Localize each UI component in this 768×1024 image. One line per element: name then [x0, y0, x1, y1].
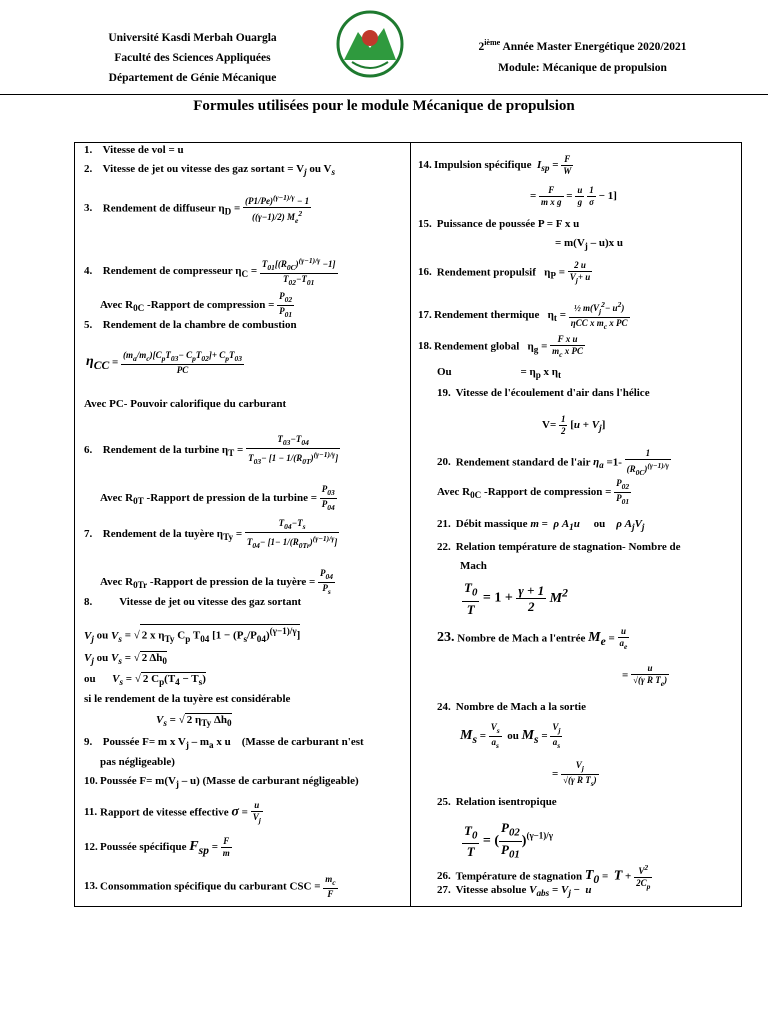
formula-22-expr: $\frac{T_0}{T}$ = 1 + $\frac{\gamma + 1}{2}$ $M^2$ — [464, 580, 568, 617]
faculty-name: Faculté des Sciences Appliquées — [114, 52, 271, 64]
formula-11: 11. Rapport de vitesse effective σ = $\frac{u}{V_j}$ — [84, 800, 261, 825]
formula-19: 19. Vitesse de l'écoulement d'air dans l'hélice — [437, 387, 650, 399]
formula-15-expr: = $m(V_j - u)x$ u — [555, 237, 624, 252]
formula-20-note: Avec $R_{0C}$ -Rapport de compression = $\frac{P_{02}}{P_{01}}$ — [437, 478, 630, 506]
module-name: Module: Mécanique de propulsion — [498, 61, 667, 74]
formula-3: 3. Rendement de diffuseur $\eta_D$ = $\frac{(P1/Pe)^{(\gamma-1)/\gamma} - 1}{((\gamma-1)/2) M_e^2}$ — [84, 193, 310, 225]
formula-25-expr: $\frac{T_0}{T}$ = ( $\frac{P_{02}}{P_{01}}$ )$^{(\gamma-1)/\gamma}$ — [464, 820, 554, 861]
formula-2: 2. Vitesse de jet ou vitesse des gaz $sortant = V_j$ ou $V_s$ — [84, 163, 336, 178]
formula-25: 25. Relation isentropique — [437, 796, 557, 808]
formula-9-note: pas négligeable) — [100, 756, 175, 768]
formula-4: 4. Rendement de compresseur $\eta_C$ = $\frac{T_{01}[(R_{0C})^{(\gamma-1)/\gamma} -1]}{T_{02}-T_{01}}$ — [84, 256, 336, 287]
formula-8-note: si le rendement de la tuyère est considérable — [84, 693, 291, 705]
formula-13: 13. Consommation spécifique du carburant CSC = $\frac{m_c}{F}$ — [84, 874, 336, 899]
formula-16: 16. Rendement propulsif $\eta_P$ = $\frac{2 u}{V_j+ u}$ — [418, 260, 591, 285]
formula-1: 1. Vitesse de vol = u — [84, 144, 184, 156]
formula-12: 12. Poussée spécifique $F_{sp}$ = $\frac{F}{m}$ — [84, 836, 230, 858]
university-name: Université Kasdi Merbah Ouargla — [108, 32, 277, 44]
course-block — [440, 32, 725, 79]
department-name: Département de Génie Mécanique — [108, 72, 277, 84]
formula-5-note: Avec PC- Pouvoir calorifique du carburant — [84, 398, 287, 410]
formula-8-expr-d: $V_s$ = √ 2 $\eta_{Ty}$ $\Delta h_0$ — [156, 714, 232, 729]
formula-23: 23. Nombre de Mach a l'entrée $M_e$ = $\frac{u}{a_e}$ — [437, 626, 628, 651]
formula-8-expr-a: $V_j$ ou $V_s$ = √ 2 x $\eta_{Ty}$ $C_p$ $T_{04}$ $[1 - (P_s/P_{04})^{(\gamma-1)/\gamma}]$ — [84, 626, 301, 644]
formula-17: 17. Rendement thermique $\eta_t$ = ½ $m(V_j^2- u^2)$ ηCC x $m_c$ x PC — [418, 300, 628, 331]
formula-5-expr: $\eta_{CC}$ = $(m_a/m_c)[C_pT_{03}- C_pT_{02}]+ C_pT_{03}$ PC — [86, 350, 242, 375]
formula-22-line2: Mach — [460, 560, 487, 572]
formula-7-note: Avec $R_{0Tr}$ -Rapport de pression de la tuyère = $\frac{P_{04}}{P_s}$ — [100, 568, 334, 596]
page-title: Formules utilisées pour le module Mécanique de propulsion — [193, 98, 575, 114]
formula-8-expr-c: ou $V_s$ = √ 2 $C_p(T_4 - T_s)$ — [84, 673, 206, 688]
formula-9: 9. Poussée F= m x $V_j - m_a$ x u (Masse de carburant n'est — [84, 736, 364, 751]
column-divider — [410, 142, 411, 907]
formula-14-expr: = $\frac{F}{\text{m x g}}$ = $\frac{u}{g}$ $\frac{1}{\sigma}$ − 1] — [530, 185, 617, 207]
formula-6-note: Avec $R_{0T}$ -Rapport de pression de la turbine = $\frac{P_{03}}{P_{04}}$ — [100, 484, 335, 512]
formula-7: 7. Rendement de la tuyère $\eta_{Ty}$ = $\frac{T_{04}-T_s}{T_{04}- [1- 1/(R_{0Tr})^{(\gamma-1)/\gamma}]}$ — [84, 518, 338, 550]
formula-27: 27. Vitesse absolue $V_{abs} = V_j - u$ — [437, 884, 592, 899]
university-logo — [322, 8, 418, 86]
formula-24-expr-b: = $\frac{V_j}{√(\gamma R T_s)}$ — [552, 760, 597, 788]
formula-5: 5. Rendement de la chambre de combustion — [84, 319, 297, 331]
formula-22: 22. Relation température de stagnation- Nombre de — [437, 541, 681, 553]
formula-15: 15. Puissance de poussée P = F x u — [418, 218, 580, 230]
formula-20: 20. Rendement standard de l'air $\eta_a =1-$ $\frac{1}{(R_{0C})^{(\gamma-1)/\gamma}}$ — [437, 448, 670, 477]
formula-8-expr-b: $V_j$ ou $V_s$ = √ 2 $\Delta h_0$ — [84, 652, 167, 667]
formula-18-alt: Ou = $\eta_p$ x $\eta_t$ — [437, 366, 562, 381]
formula-10: 10. Poussée $F= m(V_j - u)$ (Masse de carburant négligeable) — [84, 775, 359, 790]
formula-21: 21. Débit massique m = ρ $A_1u$ ou ρ $A_jV_j$ — [437, 518, 645, 533]
formula-23-expr: = $\frac{u}{√(\gamma R T_e)}$ — [622, 663, 668, 688]
formula-6: 6. Rendement de la turbine $\eta_T$ = $\frac{T_{03}-T_{04}}{T_{03}- [1 - 1/(R_{0T})^{(\gamma-1)/\gamma}]}$ — [84, 434, 339, 466]
formula-26: 26. Température de stagnation $T_0 = T$ + $\frac{V^2}{2C_p}$ — [437, 863, 651, 891]
institution-block — [80, 28, 305, 88]
formula-18: 18. Rendement global $\eta_g$ = $\frac{\text{F x u}}{m_c x PC}$ — [418, 334, 583, 359]
formula-14: 14. Impulsion spécifique $I_{sp}$ = $\frac{F}{W}$ — [418, 154, 572, 176]
formula-4-note: Avec $R_{0C}$ -Rapport de compression = $\frac{P_{02}}{P_{01}}$ — [100, 291, 293, 319]
formula-24: 24. Nombre de Mach a la sortie — [437, 701, 586, 713]
header-rule — [0, 94, 768, 95]
formula-8: 8. Vitesse de jet ou vitesse des gaz sortant — [84, 596, 302, 608]
academic-year: 2ième Année Master Energétique 2020/2021 — [478, 38, 687, 53]
formula-24-expr: $M_s$ = $\frac{V_s}{a_s}$ ou $M_s$ = $\frac{V_j}{a_s}$ — [460, 722, 561, 750]
formula-19-expr: V= $\frac{1}{2}$ $[u + V_j]$ — [542, 414, 606, 436]
